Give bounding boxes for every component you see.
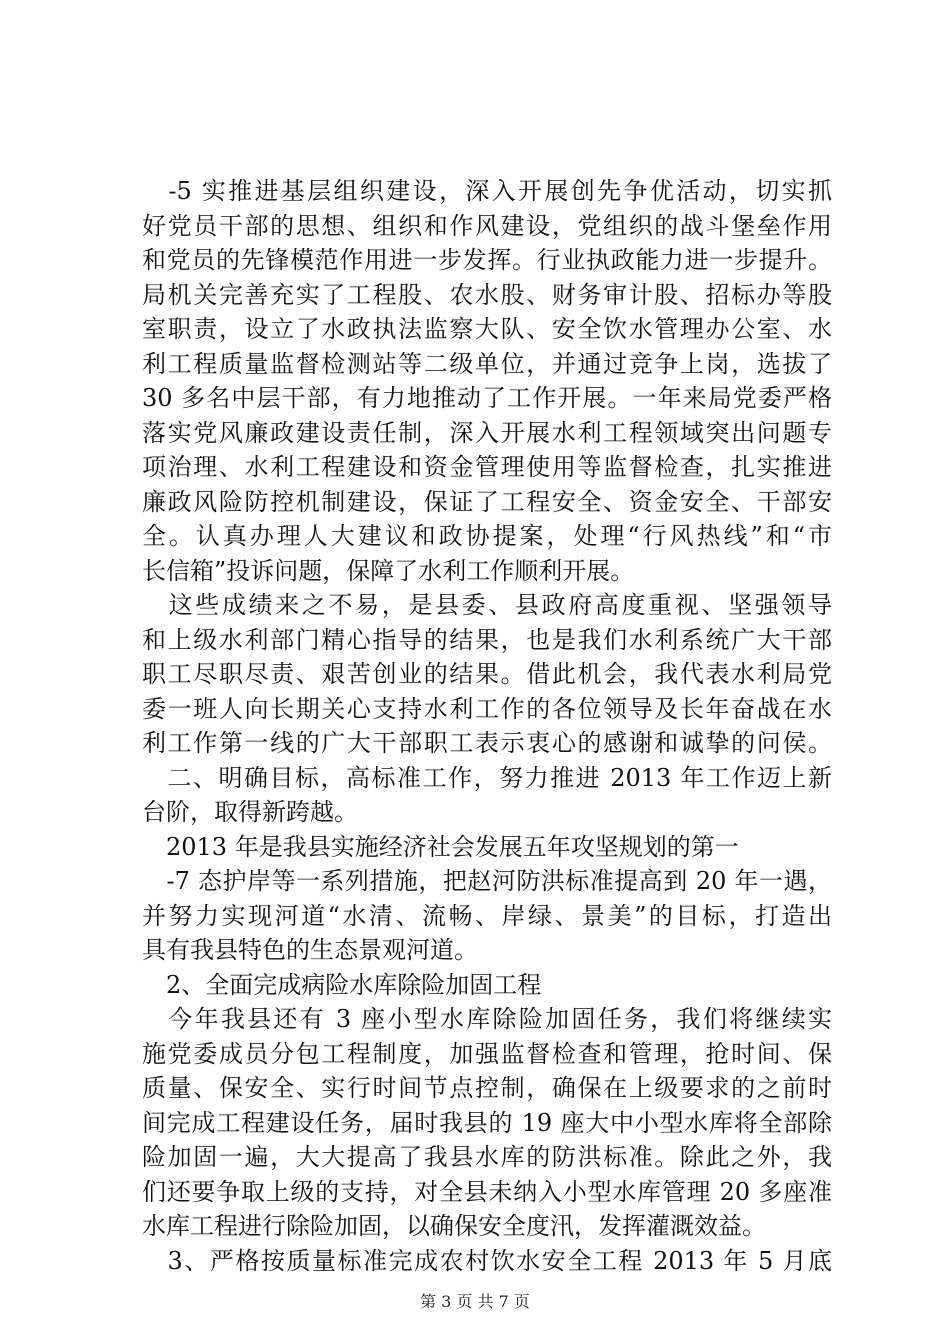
body-text-line: 落实党风廉政建设责任制，深入开展水利工程领域突出问题专 [142, 418, 832, 447]
body-text-line: 利工程质量监督检测站等二级单位，并通过竞争上岗，选拔了 [142, 349, 832, 378]
body-text-line: 们还要争取上级的支持，对全县未纳入小型水库管理 20 多座准 [142, 1177, 832, 1206]
body-text-line: 委一班人向长期关心支持水利工作的各位领导及长年奋战在水 [142, 694, 832, 723]
body-text-line: 二、明确目标，高标准工作，努力推进 2013 年工作迈上新 [142, 763, 832, 792]
body-text-line: 项治理、水利工程建设和资金管理使用等监督检查，扎实推进 [142, 453, 832, 481]
body-text-line: 间完成工程建设任务，届时我县的 19 座大中小型水库将全部除 [142, 1108, 832, 1137]
body-text-line: 这些成绩来之不易，是县委、县政府高度重视、坚强领导 [142, 591, 832, 619]
body-text-line: 利工作第一线的广大干部职工表示衷心的感谢和诚挚的问侯。 [142, 729, 832, 757]
body-text-line: 全。认真办理人大建议和政协提案，处理“行风热线”和“市 [142, 522, 832, 550]
body-text-line: 廉政风险防控机制建设，保证了工程安全、资金安全、干部安 [142, 487, 832, 516]
body-text-line: 30 多名中层干部，有力地推动了工作开展。一年来局党委严格 [142, 384, 832, 412]
body-text-line: 今年我县还有 3 座小型水库除险加固任务，我们将继续实 [142, 1005, 832, 1033]
body-text-line: 水库工程进行除险加固，以确保安全度汛，发挥灌溉效益。 [142, 1212, 766, 1240]
body-text-line: 职工尽职尽责、艰苦创业的结果。借此机会，我代表水利局党 [142, 660, 832, 688]
body-text-line: 2013 年是我县实施经济社会发展五年攻坚规划的第一 [142, 832, 739, 861]
page-footer: 第 3 页 共 7 页 [420, 1292, 530, 1311]
body-text-line: 局机关完善充实了工程股、农水股、财务审计股、招标办等股 [142, 280, 832, 309]
body-text-line: 长信箱”投诉问题，保障了水利工作顺利开展。 [142, 556, 635, 585]
body-text-line: -5 实推进基层组织建设，深入开展创先争优活动，切实抓 [142, 177, 832, 205]
body-text-line: 台阶，取得新跨越。 [142, 798, 358, 826]
document-body [142, 174, 832, 1278]
body-text-line: 并努力实现河道“水清、流畅、岸绿、景美”的目标，打造出 [142, 901, 832, 930]
body-text-line: 具有我县特色的生态景观河道。 [142, 936, 478, 964]
body-text-line: 施党委成员分包工程制度，加强监督检查和管理，抢时间、保 [142, 1039, 832, 1068]
body-text-line: 2、全面完成病险水库除险加固工程 [142, 970, 542, 999]
body-text-line: 和党员的先锋模范作用进一步发挥。行业执政能力进一步提升。 [142, 246, 832, 274]
body-text-line: 3、严格按质量标准完成农村饮水安全工程 2013 年 5 月底 [142, 1246, 832, 1275]
body-text-line: 室职责，设立了水政执法监察大队、安全饮水管理办公室、水 [142, 315, 832, 343]
body-text-line: 和上级水利部门精心指导的结果，也是我们水利系统广大干部 [142, 625, 832, 654]
body-text-line: 质量、保安全、实行时间节点控制，确保在上级要求的之前时 [142, 1074, 832, 1102]
body-text-line: 好党员干部的思想、组织和作风建设，党组织的战斗堡垒作用 [142, 211, 832, 240]
body-text-line: -7 态护岸等一系列措施，把赵河防洪标准提高到 20 年一遇， [142, 867, 832, 895]
body-text-line: 险加固一遍，大大提高了我县水库的防洪标准。除此之外，我 [142, 1143, 832, 1171]
